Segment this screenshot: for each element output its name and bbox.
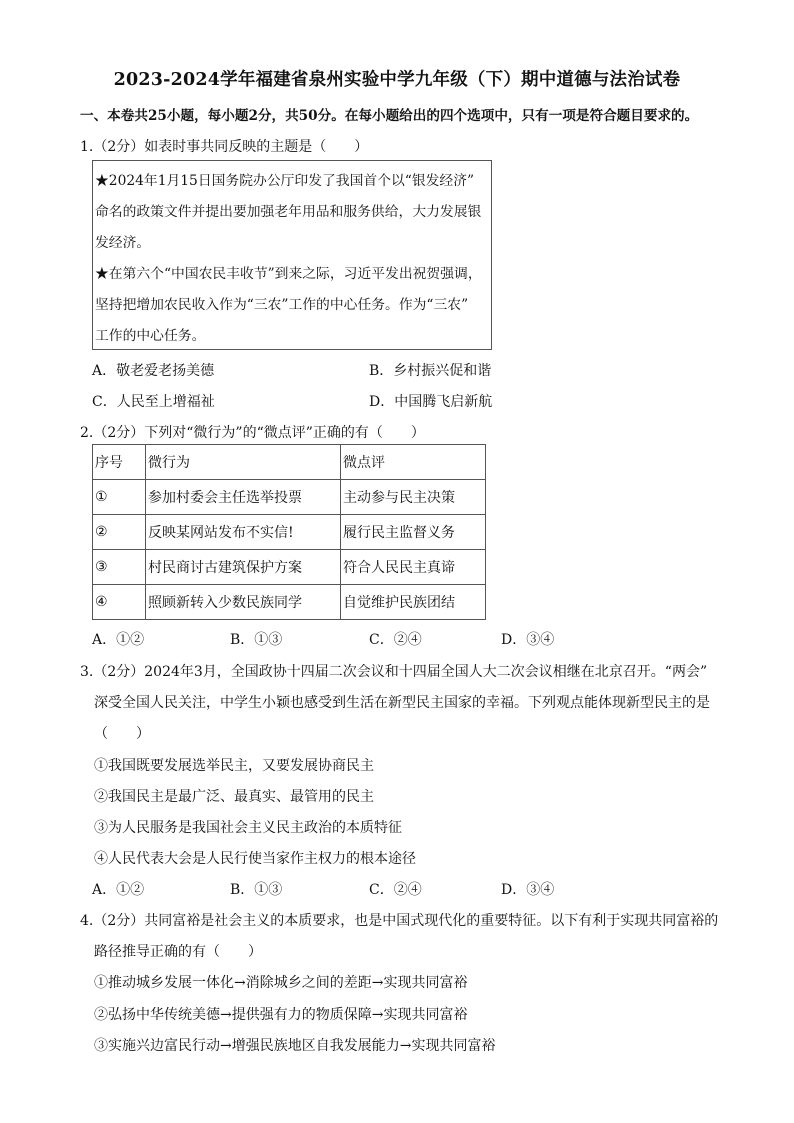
table-row: [93, 585, 486, 620]
table-cell: ③: [93, 550, 146, 585]
table-cell: 符合人民民主真谛: [341, 550, 486, 585]
q1-option-b[interactable]: B．乡村振兴促和谐: [369, 363, 492, 379]
table-cell: 主动参与民主决策: [341, 480, 486, 515]
table-cell: ②: [93, 515, 146, 550]
section-instructions: 一、本卷共25小题，每小题2分，共50分。在每小题给出的四个选项中，只有一项是符合题目要求的。: [80, 108, 699, 124]
q1-option-c[interactable]: C．人民至上增福祉: [92, 394, 215, 410]
q1-box-line: 工作的中心任务。: [95, 328, 206, 344]
table-row: [93, 480, 486, 515]
q3-stem-line: 3.（2分）2024年3月，全国政协十四届二次会议和十四届全国人大二次会议相继在北京召开。“两会”: [80, 664, 708, 680]
q3-item: ③为人民服务是我国社会主义民主政治的本质特征: [94, 820, 402, 836]
q2-option-a[interactable]: A．①②: [92, 632, 145, 648]
table-cell: 村民商讨古建筑保护方案: [146, 550, 341, 585]
q1-box-line: 发经济。: [95, 235, 151, 251]
table-cell: 履行民主监督义务: [341, 515, 486, 550]
q1-stem: 1.（2分）如表时事共同反映的主题是（ ）: [80, 139, 369, 155]
table-cell: 自觉维护民族团结: [341, 585, 486, 620]
q3-item: ②我国民主是最广泛、最真实、最管用的民主: [94, 789, 374, 805]
table-cell: 参加村委会主任选举投票: [146, 480, 341, 515]
q3-option-a[interactable]: A．①②: [92, 882, 145, 898]
q1-box-line: 命名的政策文件并提出要加强老年用品和服务供给，大力发展银: [95, 204, 482, 220]
q1-box-line: ★2024年1月15日国务院办公厅印发了我国首个以“银发经济”: [95, 173, 475, 189]
q1-box-line: ★在第六个“中国农民丰收节”到来之际，习近平发出祝贺强调，: [95, 266, 482, 282]
q2-option-b[interactable]: B．①③: [230, 632, 283, 648]
table-cell: 反映某网站发布不实信!: [146, 515, 341, 550]
q3-option-d[interactable]: D．③④: [501, 882, 555, 898]
q1-news-box: [92, 160, 492, 350]
table-cell: ①: [93, 480, 146, 515]
table-row: [93, 515, 486, 550]
q3-option-c[interactable]: C．②④: [369, 882, 422, 898]
q4-stem-line: 路径推导正确的有（ ）: [94, 944, 262, 960]
table-row: [93, 550, 486, 585]
q2-table: [92, 444, 486, 620]
q3-stem-line: 深受全国人民关注，中学生小颖也感受到生活在新型民主国家的幸福。下列观点能体现新型民主的是: [94, 695, 710, 711]
exam-title: 2023-2024学年福建省泉州实验中学九年级（下）期中道德与法治试卷: [113, 70, 681, 90]
q3-item: ①我国既要发展选举民主，又要发展协商民主: [94, 758, 374, 774]
table-cell: ④: [93, 585, 146, 620]
q3-item: ④人民代表大会是人民行使当家作主权力的根本途径: [94, 851, 416, 867]
table-cell: 照顾新转入少数民族同学: [146, 585, 341, 620]
table-header-row: [93, 445, 486, 480]
q2-stem: 2.（2分）下列对“微行为”的“微点评”正确的有（ ）: [80, 425, 425, 441]
table-header-cell: 微点评: [341, 445, 486, 480]
table-header-cell: 序号: [93, 445, 146, 480]
q4-item: ①推动城乡发展一体化→消除城乡之间的差距→实现共同富裕: [94, 975, 468, 991]
q4-item: ②弘扬中华传统美德→提供强有力的物质保障→实现共同富裕: [94, 1007, 468, 1023]
q4-item: ③实施兴边富民行动→增强民族地区自我发展能力→实现共同富裕: [94, 1038, 496, 1054]
q1-option-d[interactable]: D．中国腾飞启新航: [369, 394, 493, 410]
table-header-cell: 微行为: [146, 445, 341, 480]
q1-option-a[interactable]: A．敬老爱老扬美德: [92, 363, 215, 379]
q4-stem-line: 4.（2分）共同富裕是社会主义的本质要求，也是中国式现代化的重要特征。以下有利于实现共同富裕的: [80, 913, 719, 929]
q3-stem-line: （ ）: [94, 726, 150, 742]
q1-box-line: 坚持把增加农民收入作为“三农”工作的中心任务。作为“三农”: [95, 297, 469, 313]
q2-option-c[interactable]: C．②④: [369, 632, 422, 648]
q3-option-b[interactable]: B．①③: [230, 882, 283, 898]
q2-option-d[interactable]: D．③④: [501, 632, 555, 648]
